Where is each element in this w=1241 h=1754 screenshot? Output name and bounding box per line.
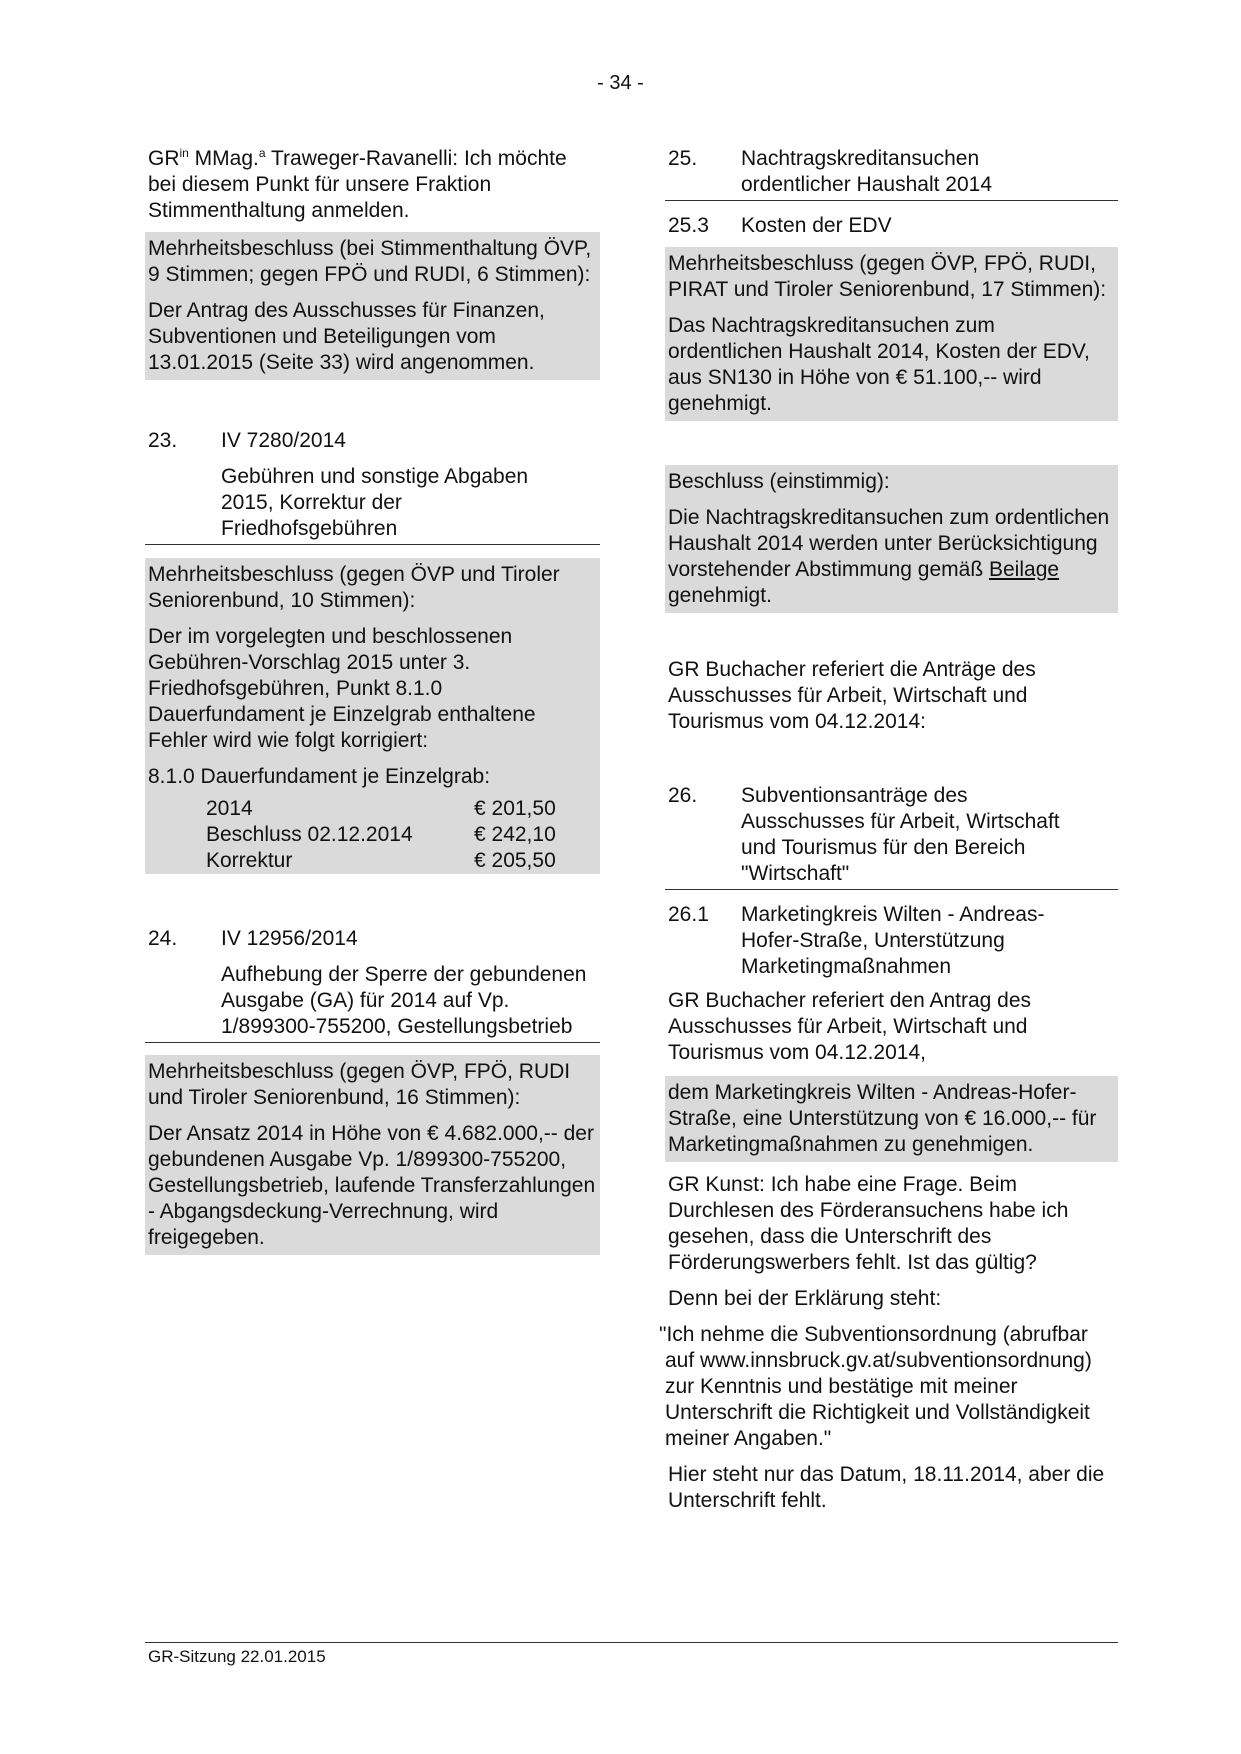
item-26-1-title: Marketingkreis Wilten - Andreas-Hofer-Straße, Unterstützung Marketingmaßnahmen (741, 903, 1045, 978)
footer-session: GR-Sitzung 22.01.2015 (148, 1647, 326, 1666)
kunst-statement (665, 1172, 1118, 1276)
decision-3-heading: Mehrheitsbeschluss (gegen ÖVP, FPÖ, RUDI und Tiroler Seniorenbund, 16 Stimmen): (148, 1060, 571, 1109)
item-24-heading (145, 926, 600, 952)
decision-2-heading: Mehrheitsbeschluss (gegen ÖVP und Tiroler Seniorenbund, 10 Stimmen): (148, 563, 560, 612)
beilage-link[interactable]: Beilage (989, 558, 1060, 581)
item-25-3-number: 25.3 (668, 214, 709, 237)
item-23-number: 23. (148, 429, 178, 452)
decision-block-1 (145, 232, 600, 380)
fee-row (206, 822, 564, 848)
page-number: - 34 - (597, 72, 644, 94)
fee-row (206, 848, 564, 874)
motion-block (665, 1076, 1118, 1162)
item-25-3-heading (665, 213, 1118, 239)
decision-4-text: Das Nachtragskreditansuchen zum ordentlichen Haushalt 2014, Kosten der EDV, aus SN130 in Höhe von € 51.100,-- wird genehmigt. (668, 314, 1090, 415)
footer-divider (145, 1642, 1118, 1643)
quote-text: "Ich nehme die Subventionsordnung (abrufbar auf www.innsbruck.gv.at/subventionsordnung) zur Kenntnis und bestätige mit meiner Unterschrift die Richtigkeit und Vollständigkeit meiner Angaben." (659, 1323, 1092, 1450)
item-24-title-block (145, 952, 600, 1043)
fee-amount: € 242,10 (474, 823, 556, 846)
item-26-number: 26. (668, 784, 698, 807)
decision-5-text-b: genehmigt. (668, 584, 772, 607)
fee-label: Korrektur (206, 849, 293, 872)
decision-block-4 (665, 247, 1118, 421)
fee-label: Beschluss 02.12.2014 (206, 823, 413, 846)
decision-2-subheading: 8.1.0 Dauerfundament je Einzelgrab: (148, 765, 491, 788)
decision-1-heading: Mehrheitsbeschluss (bei Stimmenthaltung ÖVP, 9 Stimmen; gegen FPÖ und RUDI, 6 Stimmen): (148, 237, 592, 286)
speaker-title: MMag. (188, 147, 259, 170)
decision-block-2 (145, 558, 600, 874)
item-24-reference: IV 12956/2014 (221, 927, 358, 950)
item-23-heading (145, 428, 600, 454)
decision-3-text: Der Ansatz 2014 in Höhe von € 4.682.000,-- der gebundenen Ausgabe Vp. 1/899300-755200, Gestellungsbetrieb, laufende Transferzahlungen - Abgangsdeckung-Verrechnung, wird freigegeben. (148, 1122, 596, 1249)
decision-block-3 (145, 1055, 600, 1255)
item-23-title-block (145, 454, 600, 545)
kunst-statement-2: Denn bei der Erklärung steht: (668, 1287, 942, 1310)
item-25-heading (665, 146, 1118, 201)
decision-1-text: Der Antrag des Ausschusses für Finanzen, Subventionen und Beteiligungen vom 13.01.2015 (Seite 33) wird angenommen. (148, 299, 545, 374)
speaker-sup-a: a (258, 146, 266, 160)
fee-amount: € 201,50 (474, 797, 556, 820)
item-25-number: 25. (668, 147, 698, 170)
item-26-1-number: 26.1 (668, 903, 709, 926)
item-25-3-title: Kosten der EDV (741, 214, 892, 237)
kunst-question: Ich habe eine Frage. Beim Durchlesen des Förderansuchens habe ich gesehen, dass die Unterschrift des Förderungswerbers fehlt. Ist das gültig? (668, 1173, 1069, 1274)
referral-1: GR Buchacher referiert die Anträge des Ausschusses für Arbeit, Wirtschaft und Tourismus vom 04.12.2014: (668, 658, 1036, 733)
motion-text: dem Marketingkreis Wilten - Andreas-Hofer-Straße, eine Unterstützung von € 16.000,-- für Marketingmaßnahmen zu genehmigen. (668, 1081, 1097, 1156)
fee-table (206, 796, 564, 874)
speaker-name: GR (148, 147, 180, 170)
item-24-number: 24. (148, 927, 178, 950)
kunst-name: GR Kunst: (668, 1173, 765, 1196)
decision-block-5 (665, 465, 1118, 613)
speaker-statement: Traweger-Ravanelli: Ich möchte bei diesem Punkt für unsere Fraktion Stimmenthaltung anmelden. (148, 147, 567, 222)
quote (659, 1322, 1118, 1452)
fee-amount: € 205,50 (474, 849, 556, 872)
right-column (659, 146, 1118, 1524)
decision-5-text-a: Die Nachtragskreditansuchen zum ordentlichen Haushalt 2014 werden unter Berücksichtigung vorstehender Abstimmung gemäß (668, 506, 1110, 581)
decision-5-text (668, 505, 1114, 613)
item-23-reference: IV 7280/2014 (221, 429, 346, 452)
item-26-title: Subventionsanträge des Ausschusses für Arbeit, Wirtschaft und Tourismus für den Bereich "Wirtschaft" (741, 784, 1060, 885)
referral-2: GR Buchacher referiert den Antrag des Ausschusses für Arbeit, Wirtschaft und Tourismus vom 04.12.2014, (668, 989, 1032, 1064)
decision-5-heading: Beschluss (einstimmig): (668, 470, 890, 493)
item-25-title: Nachtragskreditansuchen ordentlicher Haushalt 2014 (741, 147, 992, 196)
kunst-statement-3: Hier steht nur das Datum, 18.11.2014, aber die Unterschrift fehlt. (668, 1463, 1105, 1512)
speaker-traweger (145, 146, 600, 224)
item-23-title: Gebühren und sonstige Abgaben 2015, Korrektur der Friedhofsgebühren (221, 465, 529, 540)
speaker-sup-in: in (179, 146, 189, 160)
item-26-heading (665, 783, 1118, 890)
left-column (145, 146, 600, 1255)
decision-4-heading: Mehrheitsbeschluss (gegen ÖVP, FPÖ, RUDI, PIRAT und Tiroler Seniorenbund, 17 Stimmen): (668, 252, 1107, 301)
fee-label: 2014 (206, 797, 253, 820)
item-26-1-heading (665, 902, 1118, 980)
item-24-title: Aufhebung der Sperre der gebundenen Ausgabe (GA) für 2014 auf Vp. 1/899300-755200, Gestellungsbetrieb (221, 963, 587, 1038)
decision-2-text: Der im vorgelegten und beschlossenen Gebühren-Vorschlag 2015 unter 3. Friedhofsgebühren, Punkt 8.1.0 Dauerfundament je Einzelgrab enthaltene Fehler wird wie folgt korrigiert: (148, 625, 536, 752)
fee-row (206, 796, 564, 822)
